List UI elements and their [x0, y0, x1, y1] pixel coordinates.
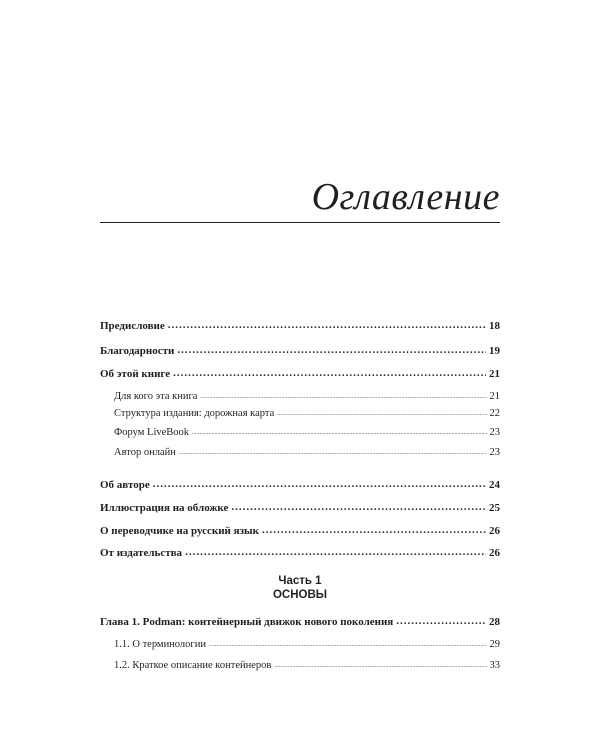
dot-leader — [185, 544, 486, 560]
toc-entry-label: Глава 1. Podman: контейнерный движок нового поколения — [100, 616, 394, 628]
dot-leader — [209, 636, 487, 653]
toc-subentry — [114, 658, 500, 675]
toc-entry-label: 1.1. О терминологии — [114, 639, 206, 650]
toc-entry — [100, 545, 500, 561]
toc-page-number: 33 — [489, 660, 500, 671]
dot-leader — [274, 657, 486, 674]
dot-leader — [192, 424, 486, 441]
dot-leader — [153, 476, 486, 492]
dot-leader — [168, 317, 486, 333]
title-divider — [100, 222, 500, 223]
toc-entry-label: 1.2. Краткое описание контейнеров — [114, 660, 272, 671]
toc-entry-label: Автор онлайн — [114, 447, 176, 458]
toc-subentry — [114, 406, 500, 423]
toc-page-number: 23 — [489, 447, 500, 458]
dot-leader — [177, 342, 486, 358]
toc-page-number: 29 — [489, 639, 500, 650]
toc-page-number: 21 — [489, 391, 500, 402]
toc-page-number: 23 — [489, 427, 500, 438]
toc-entry — [100, 343, 500, 359]
toc-entry-label: О переводчике на русский язык — [100, 525, 259, 537]
toc-subentry — [114, 445, 500, 462]
part-heading — [100, 574, 500, 602]
toc-subentry — [114, 425, 500, 442]
dot-leader — [277, 405, 486, 422]
toc-entry — [100, 523, 500, 539]
toc-page-number: 28 — [489, 616, 500, 628]
toc-entry — [100, 500, 500, 516]
toc-entry-label: Форум LiveBook — [114, 427, 190, 438]
toc-page-number: 18 — [489, 320, 500, 332]
toc-page-number: 26 — [489, 547, 500, 559]
toc-subentry — [114, 637, 500, 654]
toc-page-number: 26 — [489, 525, 500, 537]
toc-subentry — [114, 389, 500, 406]
part-name: ОСНОВЫ — [272, 589, 328, 601]
toc-entry-label: Структура издания: дорожная карта — [114, 408, 275, 419]
dot-leader — [262, 522, 486, 538]
toc-entry — [100, 318, 500, 334]
dot-leader — [173, 365, 486, 381]
toc-entry-label: Иллюстрация на обложке — [100, 502, 229, 514]
toc-entry-label: Благодарности — [100, 345, 175, 357]
toc-entry-label: От издательства — [100, 547, 183, 559]
part-number: Часть 1 — [278, 575, 322, 587]
toc-entry-label: Об авторе — [100, 479, 150, 491]
toc-entry-label: Об этой книге — [100, 368, 171, 380]
toc-entry — [100, 477, 500, 493]
toc-entry — [100, 614, 500, 630]
toc-entry — [100, 366, 500, 382]
dot-leader — [200, 388, 486, 405]
toc-page-number: 21 — [489, 368, 500, 380]
page-title: Оглавление — [311, 176, 500, 218]
toc-page-number: 19 — [489, 345, 500, 357]
toc-page-number: 24 — [489, 479, 500, 491]
dot-leader — [179, 444, 487, 461]
toc-entry-label: Предисловие — [100, 320, 165, 332]
dot-leader — [396, 613, 486, 629]
dot-leader — [231, 499, 486, 515]
toc-page-number: 22 — [489, 408, 500, 419]
toc-entry-label: Для кого эта книга — [114, 391, 198, 402]
toc-page-number: 25 — [489, 502, 500, 514]
